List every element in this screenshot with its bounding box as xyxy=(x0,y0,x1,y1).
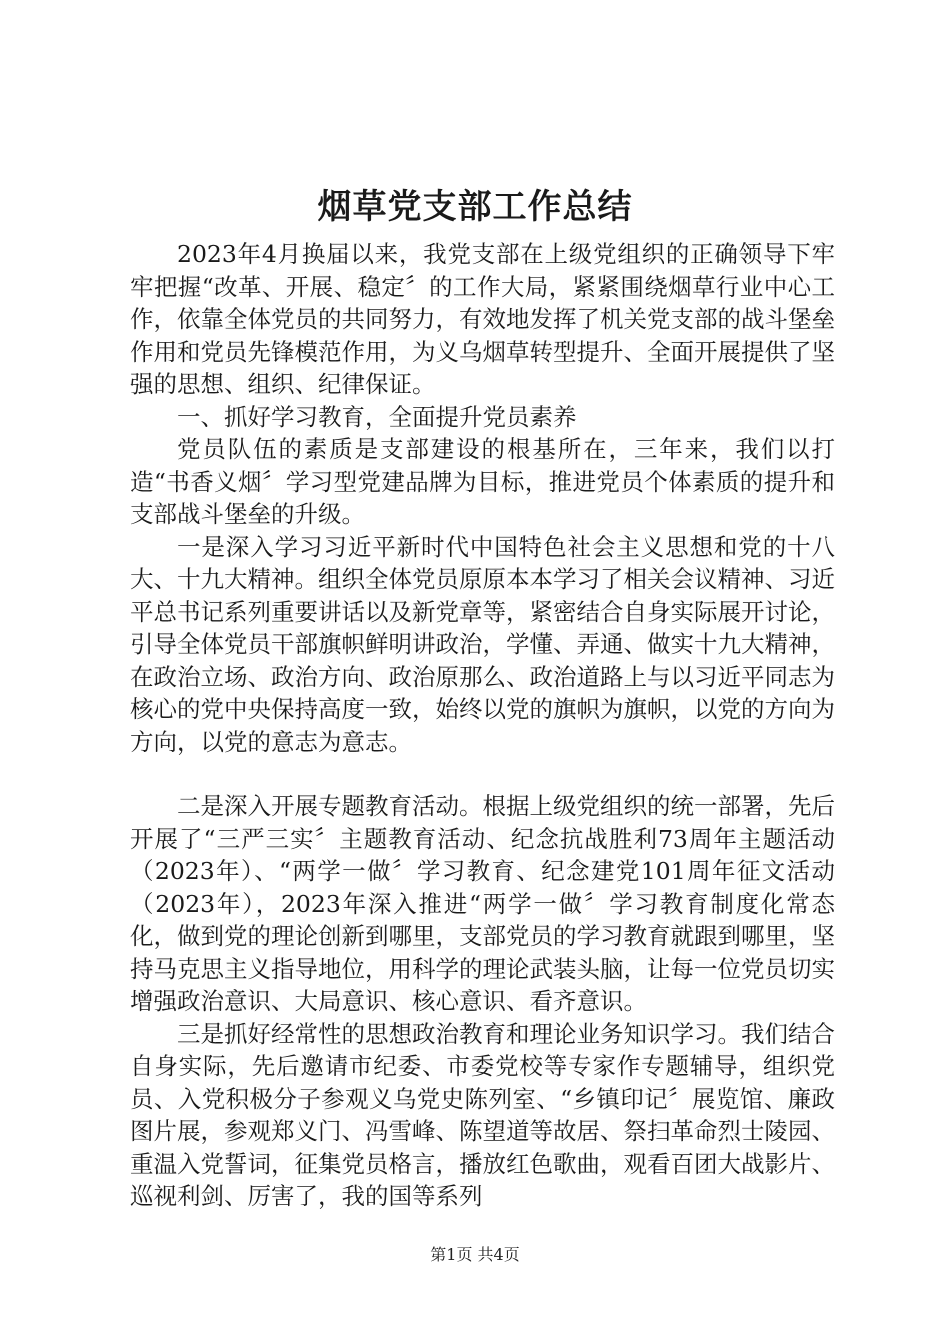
paragraph-point-three: 三是抓好经常性的思想政治教育和理论业务知识学习。我们结合自身实际，先后邀请市纪委、市委党校等专家作专题辅导，组织党员、入党积极分子参观义乌党史陈列室、“乡镇印记〞展览馆、廉政图片展，参观郑义门、冯雪峰、陈望道等故居、祭扫革命烈士陵园、重温入党誓词，征集党员格言，播放红色歌曲，观看百团大战影片、巡视利剑、厉害了，我的国等系列 xyxy=(130,1019,835,1210)
document-body xyxy=(130,238,835,1213)
page-footer: 第1页 共4页 xyxy=(430,1245,520,1264)
paragraph-point-two: 二是深入开展专题教育活动。根据上级党组织的统一部署，先后开展了“三严三实〞主题教育活动、纪念抗战胜利73周年主题活动（2023年）、“两学一做〞学习教育、纪念建党101周年征文活动（2023年），2023年深入推进“两学一做〞学习教育制度化常态化，做到党的理论创新到哪里，支部党员的学习教育就跟到哪里，坚持马克思主义指导地位，用科学的理论武装头脑，让每一位党员切实增强政治意识、大局意识、核心意识、看齐意识。 xyxy=(130,792,835,1015)
paragraph-intro: 2023年4月换届以来，我党支部在上级党组织的正确领导下牢牢把握“改革、开展、稳定〞的工作大局，紧紧围绕烟草行业中心工作，依靠全体党员的共同努力，有效地发挥了机关党支部的战斗堡垒作用和党员先锋模范作用，为义乌烟草转型提升、全面开展提供了坚强的思想、组织、纪律保证。 xyxy=(130,240,835,398)
paragraph-team-quality: 党员队伍的素质是支部建设的根基所在，三年来，我们以打造“书香义烟〞学习型党建品牌为目标，推进党员个体素质的提升和支部战斗堡垒的升级。 xyxy=(130,435,835,528)
paragraph-point-one: 一是深入学习习近平新时代中国特色社会主义思想和党的十八大、十九大精神。组织全体党员原原本本学习了相关会议精神、习近平总书记系列重要讲话以及新党章等，紧密结合自身实际展开讨论，引导全体党员干部旗帜鲜明讲政治，学懂、弄通、做实十九大精神，在政治立场、政治方向、政治原那么、政治道路上与以习近平同志为核心的党中央保持高度一致，始终以党的旗帜为旗帜，以党的方向为方向，以党的意志为意志。 xyxy=(130,532,835,756)
section-heading-1: 一、抓好学习教育，全面提升党员素养 xyxy=(177,402,577,431)
document-title: 烟草党支部工作总结 xyxy=(317,187,633,227)
